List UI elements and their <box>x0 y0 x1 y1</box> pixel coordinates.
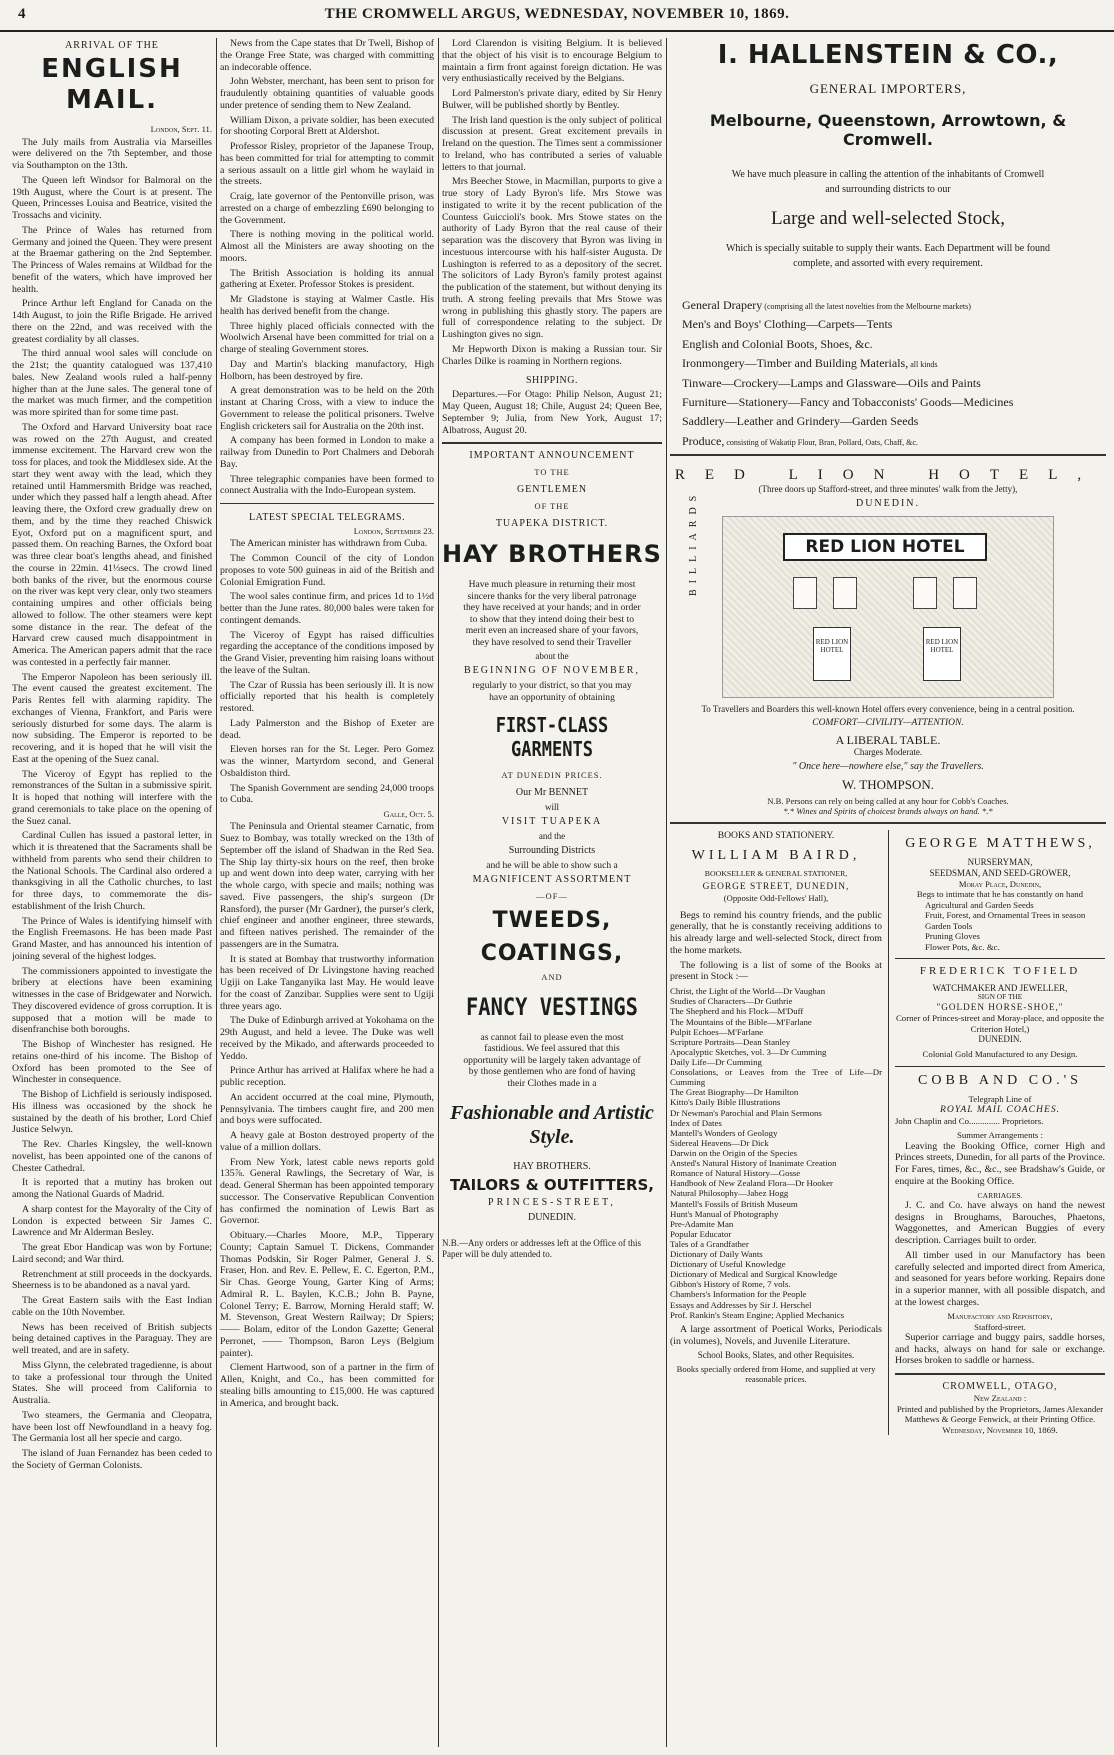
paragraph: Retrenchment at still proceeds in the dockyards. Sheerness is to be abandoned as a naval yard. <box>12 1268 212 1292</box>
ad-feature: TAILORS & OUTFITTERS, <box>449 1176 654 1195</box>
ad-text: ROYAL MAIL COACHES. <box>939 1104 1061 1116</box>
hay-brothers-ad <box>442 450 662 1260</box>
article-body <box>220 38 434 497</box>
goods-item <box>682 376 1106 390</box>
paragraph: The Irish land question is the only subject of political discussion at present. Great excitement prevails in Ireland on the question. The Times sent a commissioner to Ireland, who has contributed a series of valuable letters to that journal. <box>442 114 662 173</box>
paragraph: The Prince of Wales has returned from Germany and joined the Queen. They were present at the Braemar gathering on the 2nd September. The Princess of Wales remains at Wildbad for the benefit of the waters, which have improved her health. <box>12 224 212 295</box>
tofield-ad <box>895 965 1105 1059</box>
goods-note: (comprising all the latest novelties from the Melbourne markets) <box>762 301 971 311</box>
book-item: Sidereal Heavens—Dr Dick <box>670 1137 769 1148</box>
paragraph: Mr Hepworth Dixon is making a Russian tour. Sir Charles Dilke is roaming in Northern regions. <box>442 343 662 367</box>
ad-text: Corner of Princes-street and Moray-place, and opposite the Criterion Hotel,) <box>895 1013 1105 1034</box>
divider <box>670 822 1106 824</box>
paragraph: Cardinal Cullen has issued a pastoral letter, in which it is threatened that the Sacraments shall be withheld from parents who send their children to the National Schools. The Cardinal also ordered a thanksgiving in all the Catholic churches, to last for three days, to commemorate the dis-establishment of the Irish Church. <box>12 830 212 912</box>
side-label: BILLIARDS <box>688 489 699 597</box>
book-item: Mantell's Wonders of Geology <box>670 1127 778 1138</box>
paragraph: The island of Juan Fernandez has been ceded to the Society of German Colonists. <box>12 1448 212 1471</box>
door: RED LION HOTEL <box>923 627 961 681</box>
hotel-illustration <box>722 516 1054 698</box>
paragraph: The Common Council of the city of London proposes to vote 500 guineas in aid of the British and Colonial Emigration Fund. <box>220 553 434 588</box>
ad-brand: GEORGE MATTHEWS, <box>905 836 1095 852</box>
goods-note: all kinds <box>908 360 938 370</box>
ad-text: about the <box>535 651 569 662</box>
ad-feature: COATINGS, <box>480 940 624 966</box>
nursery-item: Garden Tools <box>925 920 973 931</box>
ad-text: All timber used in our Manufactory has been carefully selected and imported direct from America, and seasoned for years before working. Repairs done in a superior manner, with all possible dispatch, and at the lowest charges. <box>895 1249 1105 1308</box>
paragraph: The third annual wool sales will conclude on the 21st; the quantity catalogued was 137,410 bales. New Zealand wools ruled a half-penny higher than at the June sales. The general tone of the market was much firmer, and the competition was more spirited than for some time past. <box>12 348 212 419</box>
paragraph: Prince Arthur left England for Canada on the 14th August, to join the Rifle Brigade. He arrived there on the 22nd, and was received with the greatest cordiality by all classes. <box>12 298 212 345</box>
ad-text: To Travellers and Boarders this well-known Hotel offers every convenience, being in a central position. <box>701 703 1075 714</box>
paragraph: The Viceroy of Egypt has replied to the remonstrances of the Sultan in a submissive spirit. It is hoped that nothing will interfere with the grand ceremonials to take place on the opening of the Suez canal. <box>12 768 212 827</box>
ad-brand: I. HALLENSTEIN & CO., <box>717 40 1059 70</box>
book-item: Dictionary of Useful Knowledge <box>670 1259 786 1270</box>
book-item: Darwin on the Origin of the Species <box>670 1147 798 1158</box>
paragraph: A company has been formed in London to make a railway from Dunedin to Port Chalmers and Deborah Bay. <box>220 435 434 470</box>
paragraph: The Spanish Government are sending 24,000 troops to Cuba. <box>220 782 434 806</box>
paragraph: The Peninsula and Oriental steamer Carnatic, from Suez to Bombay, was totally wrecked on the 13th of September off the island of Shadwan in the Red Sea. The Ship lay thirty-six hours on the reef, then broke up and went down into deep water, carrying with her the whole cargo, with specie and mails; nothing was saved. Five passengers, the ship's surgeon (Dr Ransford), the purser (Mr Gardner), the purser's clerk, chief engineer and another engineer, three stewards, and fifteen natives perished. The remainder of the passengers are in the Sumatra. <box>220 821 434 950</box>
ad-text: Stafford-street. <box>974 1321 1026 1332</box>
book-item: Dictionary of Daily Wants <box>670 1249 763 1260</box>
ad-text: Summer Arrangements : <box>957 1130 1043 1141</box>
paragraph: From New York, latest cable news reports gold 135⅞. General Rawlings, the Secretary of War, is dead. General Sherman has been appointed temporary successor. The Conservative Republican Convention has confirmed the nomination of Lewis Bart as Governor. <box>220 1156 434 1227</box>
article-body <box>442 38 662 367</box>
goods-item <box>682 298 1106 312</box>
right-subcolumn <box>889 830 1105 1435</box>
paragraph: The Rev. Charles Kingsley, the well-known novelist, has been appointed one of the canons of Chester Cathedral. <box>12 1139 212 1174</box>
paragraph: The July mails from Australia via Marseilles were delivered on the 7th September, and those via Southampton on the 13th. <box>12 136 212 172</box>
paragraph: The Great Eastern sails with the East Indian cable on the 10th November. <box>12 1295 212 1318</box>
telegrams-heading: LATEST SPECIAL TELEGRAMS. <box>249 512 405 523</box>
ad-text: A LIBERAL TABLE. <box>835 733 941 748</box>
imprint-line: CROMWELL, OTAGO, <box>942 1381 1058 1393</box>
book-item: The Mountains of the Bible—M'Farlane <box>670 1016 812 1027</box>
book-item: Chambers's Information for the People <box>670 1289 807 1300</box>
book-item: Gibbon's History of Rome, 7 vols. <box>670 1279 791 1290</box>
book-item: Scripture Portraits—Dean Stanley <box>670 1036 791 1047</box>
book-item: The Shepherd and his Flock—M'Duff <box>670 1006 804 1017</box>
ad-line: TO THE <box>534 468 570 478</box>
ad-text: HAY BROTHERS. <box>513 1161 591 1173</box>
goods-item <box>682 337 1106 351</box>
paragraph: Two steamers, the Germania and Cleopatra, have been lost off Newfoundland in a heavy fog. The Germania lost all her specie and cargo. <box>12 1409 212 1445</box>
ad-brand: RED LION HOTEL, <box>674 467 1102 484</box>
ad-locations: Melbourne, Queenstown, Arrowtown, & Cromwell. <box>709 110 1067 149</box>
book-item: Mantell's Fossils of British Museum <box>670 1198 798 1209</box>
ad-feature: FANCY VESTINGS <box>466 993 638 1022</box>
divider <box>895 1373 1105 1375</box>
goods-list <box>670 298 1106 448</box>
paragraph: The Oxford and Harvard University boat race was rowed on the 27th August, and created immense excitement. The Harvard crew won the toss for places, and took the Middlesex side. At the start they went away with the lead, which they retained until Hammersmith Bridge was reached, under which they passed half a length ahead. After leaving there, the Oxford crew gradually drew on them, and by the time they reached Chiswick Eyot, Oxford put on a magnificent spurt, and passed them. On reaching Barnes, the Oxford boat was three clear boat's lengths ahead, and finished the course in 22min. 41⅓secs. The crowd lined both banks of the river, but the enormous course on the river was kept very clear, only two steamers containing umpires and other officials being allowed to follow. The other steamers were kept some distance in the rear. The defeat of the Harvard crew caused much disappointment in America. The American papers admit that the race was contested in a perfectly fair manner. <box>12 421 212 668</box>
imprint-line: New Zealand : <box>973 1393 1027 1404</box>
ad-text: Moray Place, Dunedin, <box>958 878 1042 889</box>
masthead <box>0 0 1114 32</box>
ad-text: (Opposite Odd-Fellows' Hall), <box>723 893 829 904</box>
goods-item <box>682 434 1106 448</box>
paragraph: William Dixon, a private soldier, has been executed for shooting Corporal Brett at Aldershot. <box>220 114 434 138</box>
ad-text: BOOKSELLER & GENERAL STATIONER, <box>704 868 848 878</box>
ad-brand: FREDERICK TOFIELD <box>919 965 1081 978</box>
paragraph: Prince Arthur has arrived at Halifax where he had a public reception. <box>220 1065 434 1089</box>
ad-text: Superior carriage and buggy pairs, saddle horses, and hacks, always on hand for sale or exchange. Horses broken to saddle or harness. <box>895 1331 1105 1367</box>
divider <box>670 454 1106 456</box>
ad-text: WATCHMAKER AND JEWELLER, <box>932 982 1068 993</box>
book-item: Popular Educator <box>670 1228 732 1239</box>
book-item: Consolations, or Leaves from the Tree of Life—Dr Cumming <box>670 1067 882 1088</box>
ad-text: DUNEDIN. <box>855 497 921 509</box>
galle-body <box>220 821 434 1409</box>
ad-text: and he will be able to show such a <box>486 859 618 871</box>
book-item: Pre-Adamite Man <box>670 1218 734 1229</box>
book-item: Index of Dates <box>670 1117 722 1128</box>
ad-text: The following is a list of some of the Books at present in Stock :— <box>670 959 882 983</box>
goods-name: Produce, <box>682 433 725 448</box>
kicker: ARRIVAL OF THE <box>65 40 159 51</box>
ad-text: Begs to remind his country friends, and the public generally, that he is constantly receiving additions to his already large and well-selected Stock, direct from the home markets. <box>670 909 882 956</box>
paragraph: John Webster, merchant, has been sent to prison for fraudulently obtaining quantities of valuable goods under pretence of sending them to New Zealand. <box>220 76 434 111</box>
ad-text: W. THOMPSON. <box>841 777 935 793</box>
paragraph: The Viceroy of Egypt has raised difficulties regarding the acceptance of the conditions imposed by the Grand Visier, preventing him raising loans without the leave of the Sultan. <box>220 629 434 676</box>
ad-text: Leaving the Booking Office, corner High and Princes streets, Dunedin, for all parts of the Province. For Fares, times, &c., &c., see Bradshaw's Guide, or enquire at the Booking Office. <box>895 1140 1105 1187</box>
ad-text: NURSERYMAN, <box>967 857 1033 868</box>
goods-item <box>682 414 1106 428</box>
ad-feature: FIRST-CLASS GARMENTS <box>495 713 609 761</box>
ad-text: regularly to your district, so that you may have an opportunity of obtaining <box>472 680 632 703</box>
ad-brand: WILLIAM BAIRD, <box>691 847 861 863</box>
ad-text: CARRIAGES. <box>977 1190 1023 1200</box>
paragraph: Day and Martin's blacking manufactory, High Holborn, has been destroyed by fire. <box>220 358 434 382</box>
ad-line: TUAPEKA DISTRICT. <box>495 518 609 530</box>
paragraph: There is nothing moving in the political world. Almost all the Ministers are away shooting on the moors. <box>220 229 434 264</box>
ad-line: GENTLEMEN <box>516 484 588 496</box>
goods-item <box>682 356 1106 370</box>
book-item: Kitto's Daily Bible Illustrations <box>670 1097 781 1108</box>
newspaper-title: THE CROMWELL ARGUS, WEDNESDAY, NOVEMBER 10, 1869. <box>324 6 790 22</box>
paragraph: Three telegraphic companies have been formed to connect Australia with the Indo-European system. <box>220 473 434 497</box>
column-rule <box>438 38 439 1747</box>
goods-name: Furniture—Stationery—Fancy and Tobacconists' Goods—Medicines <box>682 394 1014 409</box>
ad-text: (Three doors up Stafford-street, and three minutes' walk from the Jetty), <box>758 484 1018 495</box>
paragraph: Three highly placed officials connected with the Woolwich Arsenal have been committed for trial on a charge of stealing Government stores. <box>220 320 434 355</box>
headline: ENGLISH MAIL. <box>41 54 183 116</box>
paragraph: Mr Gladstone is staying at Walmer Castle. His health has derived benefit from the change. <box>220 294 434 317</box>
ad-text: MAGNIFICENT ASSORTMENT <box>472 874 632 886</box>
matthews-ad <box>895 836 1105 952</box>
ad-text: N.B. Persons can rely on being called at any hour for Cobb's Coaches. <box>767 795 1009 806</box>
column-4 <box>670 38 1106 1747</box>
ad-text: Manufactory and Repository, <box>947 1311 1053 1321</box>
paragraph: The Queen left Windsor for Balmoral on the 19th August, where the Court is at present. The Queen, Princesses Louisa and Beatrice, visited the Trossachs and vicinity. <box>12 174 212 222</box>
divider <box>442 442 662 444</box>
ad-brand: COBB AND CO.'S <box>918 1072 1082 1088</box>
book-item: Essays and Addresses by Sir J. Herschel <box>670 1299 812 1310</box>
window <box>833 577 857 609</box>
book-item: Dictionary of Medical and Surgical Knowledge <box>670 1269 838 1280</box>
baird-ad <box>670 830 889 1435</box>
column-3 <box>442 38 662 1747</box>
book-item: Hunt's Manual of Photography <box>670 1208 779 1219</box>
book-item: Pulpit Echoes—M'Farlane <box>670 1026 764 1037</box>
paragraph: The British Association is holding its annual gathering at Exeter. Professor Stokes is president. <box>220 267 434 291</box>
goods-item <box>682 317 1106 331</box>
book-item: Studies of Characters—Dr Guthrie <box>670 996 793 1007</box>
ad-text: Surrounding Districts <box>508 844 596 856</box>
imprint-line: Printed and published by the Proprietors, James Alexander Matthews & George Fenwick, at their Printing Office. <box>896 1403 1104 1425</box>
column-rule <box>666 38 667 1747</box>
ad-text: will <box>544 802 559 813</box>
book-item: Romance of Natural History—Gosse <box>670 1168 801 1179</box>
bottom-ads <box>670 830 1106 1435</box>
ad-line: OF THE <box>534 502 570 512</box>
goods-name: Saddlery—Leather and Grindery—Garden Seeds <box>682 414 919 429</box>
paragraph: Mrs Beecher Stowe, in Macmillan, purports to give a true story of Lady Byron's life. Mrs Stowe was instigated to write it by the recent publication of the Countess Guiccioli's book. Mrs Stowe states on the authority of Lady Byron that the real cause of their separation was the discovery that Byron was living in incestuous intercourse with his half-sister Augusta. Dr Lushington is referred to as a depository of the secret. The solicitors of Lady Byron's family protest against the publication of the statement, but without denying its truth. A strong feeling prevails that Mrs Stowe was wrong in publishing this ghastly story. The papers are full of correspondence relating to the subject. Dr Lushington gives no sign. <box>442 176 662 340</box>
nursery-item: Fruit, Forest, and Ornamental Trees in season <box>925 910 1086 921</box>
paragraph: News from the Cape states that Dr Twell, Bishop of the Orange Free State, was charged with committing an indecorable offence. <box>220 38 434 73</box>
paragraph: Clement Hartwood, son of a partner in the firm of Allen, Knight, and Co., has been committed for stealing bills amounting to £15,000. He was captured in America, and brought back. <box>220 1362 434 1409</box>
paragraph: The Duke of Edinburgh arrived at Yokohama on the 29th August, and held a levee. The Duke was well received by the Mikado, and afterwards proceeded to Yeddo. <box>220 1015 434 1062</box>
ad-feature: Large and well-selected Stock, <box>771 208 1005 230</box>
ad-text: complete, and assorted with every requirement. <box>793 257 983 269</box>
ad-text: Have much pleasure in returning their most sincere thanks for the very liberal patronage they have received at your hands; and in order to show that they intend doing their best to merit even an increased share of your favors, they have resolved to send their Traveller <box>463 579 641 648</box>
ad-text: VISIT TUAPEKA <box>501 815 603 827</box>
ad-subtitle: GENERAL IMPORTERS, <box>809 81 967 97</box>
ad-text: as cannot fail to please even the most fastidious. We feel assured that this opportunity will be largely taken advantage of by those gentlemen who are fond of having their Clothes made in a <box>463 1031 641 1089</box>
goods-item <box>682 395 1106 409</box>
goods-name: General Drapery <box>682 297 763 312</box>
paragraph: The Emperor Napoleon has been seriously ill. The event caused the greatest excitement. The Paris Rentes fell with alarming rapidity. The exchanges of Vienna, Frankfort, and Paris were seriously disturbed for some days. The alarm is now subsiding. The Emperor is reported to be recovering, and it is hoped that he will visit the East at the opening of the Suez canal. <box>12 671 212 765</box>
book-item: Daily Life—Dr Cumming <box>670 1056 762 1067</box>
book-item: Apocalyptic Sketches, vol. 3—Dr Cumming <box>670 1046 827 1057</box>
ad-text: AND <box>541 973 563 983</box>
nursery-items <box>895 900 1105 953</box>
ad-text: A large assortment of Poetical Works, Periodicals (in volumes), Novels, and Juvenile Literature. <box>670 1323 882 1347</box>
book-list <box>670 986 882 1320</box>
ad-text: School Books, Slates, and other Requisites. <box>697 1350 855 1361</box>
ad-text: Charges Moderate. <box>853 747 923 758</box>
ad-text: John Chaplin and Co.............. Proprietors. <box>895 1115 1044 1126</box>
ad-feature: TWEEDS, <box>492 908 612 934</box>
ad-text: Books specially ordered from Home, and supplied at very reasonable prices. <box>676 1364 876 1385</box>
paragraph: It is stated at Bombay that trustworthy information has been received of Dr Livingstone having reached Ugiji on Lake Tanganyika last May. He would leave for the coast of Zanzibar. Supplies were sent to Ugiji three years ago. <box>220 953 434 1012</box>
window <box>793 577 817 609</box>
paragraph: The wool sales continue firm, and prices 1d to 1½d better than the June rates. 80,000 bales were taken for contingent demands. <box>220 591 434 626</box>
paragraph: Eleven horses ran for the St. Leger. Pero Gomez was the winner, Martyrdom second, and General Osbaldiston third. <box>220 744 434 779</box>
ad-text: Begs to intimate that he has constantly on hand <box>916 889 1084 900</box>
page-number: 4 <box>18 6 26 22</box>
column-1 <box>12 38 212 1747</box>
ad-text: DUNEDIN. <box>527 1212 577 1224</box>
paragraph: Lord Clarendon is visiting Belgium. It is believed that the object of his visit is to encourage Belgium to maintain a firm front against foreign dictation. He was very enthusiastically received by the Belgians. <box>442 38 662 85</box>
ad-brand: HAY BROTHERS <box>442 540 662 569</box>
ad-text: " Once here—nowhere else," say the Travellers. <box>792 761 984 773</box>
divider <box>895 1066 1105 1067</box>
paragraph: A great demonstration was to be held on the 20th instant at Charing Cross, with a view to induce the Government to release the political prisoners. Twelve English cricketers sail for Australia on the 20th inst. <box>220 385 434 432</box>
paragraph: Lady Palmerston and the Bishop of Exeter are dead. <box>220 717 434 741</box>
paragraph: It is reported that a mutiny has broken out among the National Guards of Madrid. <box>12 1177 212 1201</box>
ad-text: *.* Wines and Spirits of choicest brands always on hand. *.* <box>783 806 993 817</box>
ad-text: Colonial Gold Manufactured to any Design. <box>922 1049 1078 1060</box>
ad-text: J. C. and Co. have always on hand the newest designs in Broughams, Barouches, Phaetons, Waggonettes, and American Buggies of every description. Carriages built to order. <box>895 1199 1105 1247</box>
red-lion-ad <box>670 466 1106 816</box>
shipping-heading: SHIPPING. <box>525 375 578 387</box>
ad-text: BEGINNING OF NOVEMBER, <box>464 665 640 676</box>
paragraph: The American minister has withdrawn from Cuba. <box>230 538 428 550</box>
paragraph: The commissioners appointed to investigate the bribery at elections have been examining witnesses in the case of Bridgewater and Norwich. They discovered evidence of gross corruption. It is supposed that a motion will be made to disenfranchise both boroughs. <box>12 965 212 1036</box>
book-item: Tales of a Grandfather <box>670 1238 749 1249</box>
divider <box>895 958 1105 959</box>
nursery-item: Flower Pots, &c. &c. <box>925 941 1000 952</box>
paragraph: A heavy gale at Boston destroyed property of the value of a million dollars. <box>220 1130 434 1153</box>
dateline: London, September 23. <box>353 526 434 536</box>
imprint <box>895 1381 1105 1435</box>
ad-text: Telegraph Line of <box>968 1093 1032 1104</box>
goods-name: Tinware—Crockery—Lamps and Glassware—Oils and Paints <box>682 375 981 390</box>
ad-text: SIGN OF THE <box>977 992 1023 1002</box>
goods-name: English and Colonial Boots, Shoes, &c. <box>682 336 873 351</box>
divider <box>220 503 434 504</box>
door: RED LION HOTEL <box>813 627 851 681</box>
book-item: Natural Philosophy—Jabez Hogg <box>670 1188 789 1199</box>
imprint-line: Wednesday, November 10, 1869. <box>942 1424 1058 1435</box>
book-item: Prof. Rankin's Steam Engine; Applied Mechanics <box>670 1309 845 1320</box>
ad-text: and the <box>538 830 566 841</box>
ad-text: GEORGE STREET, DUNEDIN, <box>702 882 850 893</box>
goods-note: consisting of Wakatip Flour, Bran, Pollard, Oats, Chaff, &c. <box>724 437 918 447</box>
ad-text: AT DUNEDIN PRICES. <box>501 771 603 780</box>
paragraph: The Bishop of Lichfield is seriously indisposed. His illness was occasioned by the shock he sustained by the death of his brother, Lord Chief Justice Selwyn. <box>12 1089 212 1136</box>
ad-text: and surrounding districts to our <box>825 184 951 196</box>
paragraph: Craig, late governor of the Pentonville prison, was arrested on a charge of embezzling £690 belonging to the Government. <box>220 191 434 226</box>
cobb-ad <box>895 1073 1105 1367</box>
book-item: Christ, the Light of the World—Dr Vaughan <box>670 986 826 997</box>
ad-text: SEEDSMAN, AND SEED-GROWER, <box>929 868 1071 879</box>
ad-feature: Fashionable and Artistic Style. <box>450 1102 654 1149</box>
hotel-sign: RED LION HOTEL <box>783 533 987 561</box>
paragraph: An accident occurred at the coal mine, Plymouth, Pennsylvania. The timbers caught fire, and 200 men and boys were suffocated. <box>220 1091 434 1127</box>
ad-text: —OF— <box>536 892 568 902</box>
window <box>913 577 937 609</box>
book-item: Handbook of New Zealand Flora—Dr Hooker <box>670 1178 833 1189</box>
ad-text: Which is specially suitable to supply their wants. Each Department will be found <box>725 242 1051 254</box>
ad-text: PRINCES-STREET, <box>488 1197 616 1209</box>
hallenstein-ad <box>670 40 1106 448</box>
ad-text: "GOLDEN HORSE-SHOE," <box>936 1002 1064 1013</box>
ad-heading: BOOKS AND STATIONERY. <box>717 830 835 842</box>
paragraph: Professor Risley, proprietor of the Japanese Troup, has been committed for trial for attempting to commit a serious assault on a little girl whom he waylaid in the streets. <box>220 141 434 188</box>
shipping-text: Departures.—For Otago: Philip Nelson, August 21; May Queen, August 18; Chile, August 24; Queen Bee, September 9; Julia, from New York, August 17; Albatross, August 20. <box>442 389 662 436</box>
dateline: London, Sept. 11. <box>150 124 212 135</box>
ad-note: N.B.—Any orders or addresses left at the Office of this Paper will be duly attended to. <box>442 1238 642 1260</box>
book-item: Ansted's Natural History of Inanimate Creation <box>670 1158 837 1169</box>
book-item: Dr Newman's Parochial and Plain Sermons <box>670 1107 822 1118</box>
paragraph: Lord Palmerston's private diary, edited by Sir Henry Bulwer, will be published shortly by Bentley. <box>442 88 662 111</box>
paragraph: Miss Glynn, the celebrated tragedienne, is about to take a professional tour through the United States. She will proceed from California to Australia. <box>12 1359 212 1407</box>
ad-text: Our Mr BENNET <box>515 787 589 799</box>
article-body <box>12 137 212 1472</box>
nursery-item: Pruning Gloves <box>925 931 980 942</box>
column-rule <box>216 38 217 1747</box>
goods-name: Ironmongery—Timber and Building Materials, <box>682 356 909 371</box>
ad-text: We have much pleasure in calling the attention of the inhabitants of Cromwell <box>731 169 1045 181</box>
nursery-item: Agricultural and Garden Seeds <box>925 899 1034 910</box>
paragraph: Obituary.—Charles Moore, M.P., Tipperary County; Captain Samuel T. Dickens, Commander Thomas Podskin, Sir Roger Palmer, General J. S. Fraser, Hon. and Rev. E. Pellew, E. C. Egerton, P.M., Sir Chas. George Young, Garter King of Arms; Admiral R. L. Baylen, K.C.B.; John B. Payne, Colonel Terry; E. Barrow, Morning Herald staff; W. M. Stevenson, Great Western Railway; Dr Spiers; —— Bolam, editor of the London Gazette; General Perronet, —— Thompson, Baron Leys (Belgium painter). <box>220 1230 434 1359</box>
dateline: Galle, Oct. 5. <box>383 809 434 820</box>
paragraph: The Czar of Russia has been seriously ill. It is now officially reported that his health is completely restored. <box>220 679 434 715</box>
ad-text: COMFORT—CIVILITY—ATTENTION. <box>812 717 964 728</box>
goods-name: Men's and Boys' Clothing—Carpets—Tents <box>682 317 893 332</box>
paragraph: A sharp contest for the Mayoralty of the City of London is expected between Sir James C. Lawrence and Mr Alderman Besley. <box>12 1203 212 1239</box>
book-item: The Great Biography—Dr Hamilton <box>670 1087 799 1098</box>
paragraph: News has been received of British subjects being detained captives in the Paraguay. They are well treated, and are in safety. <box>12 1321 212 1357</box>
paragraph: The Bishop of Winchester has resigned. He retains one-third of his income. The Bishop of Oxford has been promoted to the See of Winchester in consequence. <box>12 1039 212 1086</box>
ad-text: DUNEDIN. <box>978 1034 1022 1045</box>
telegrams-body <box>220 538 434 806</box>
paragraph: The great Ebor Handicap was won by Fortune; Laird second; and War third. <box>12 1242 212 1265</box>
ad-line: IMPORTANT ANNOUNCEMENT <box>469 450 635 462</box>
column-2 <box>220 38 434 1747</box>
paragraph: The Prince of Wales is identifying himself with the English Freemasons. He has been made Past Grand Master, and has announced his intention of joining several of the highest lodges. <box>12 915 212 962</box>
window <box>953 577 977 609</box>
